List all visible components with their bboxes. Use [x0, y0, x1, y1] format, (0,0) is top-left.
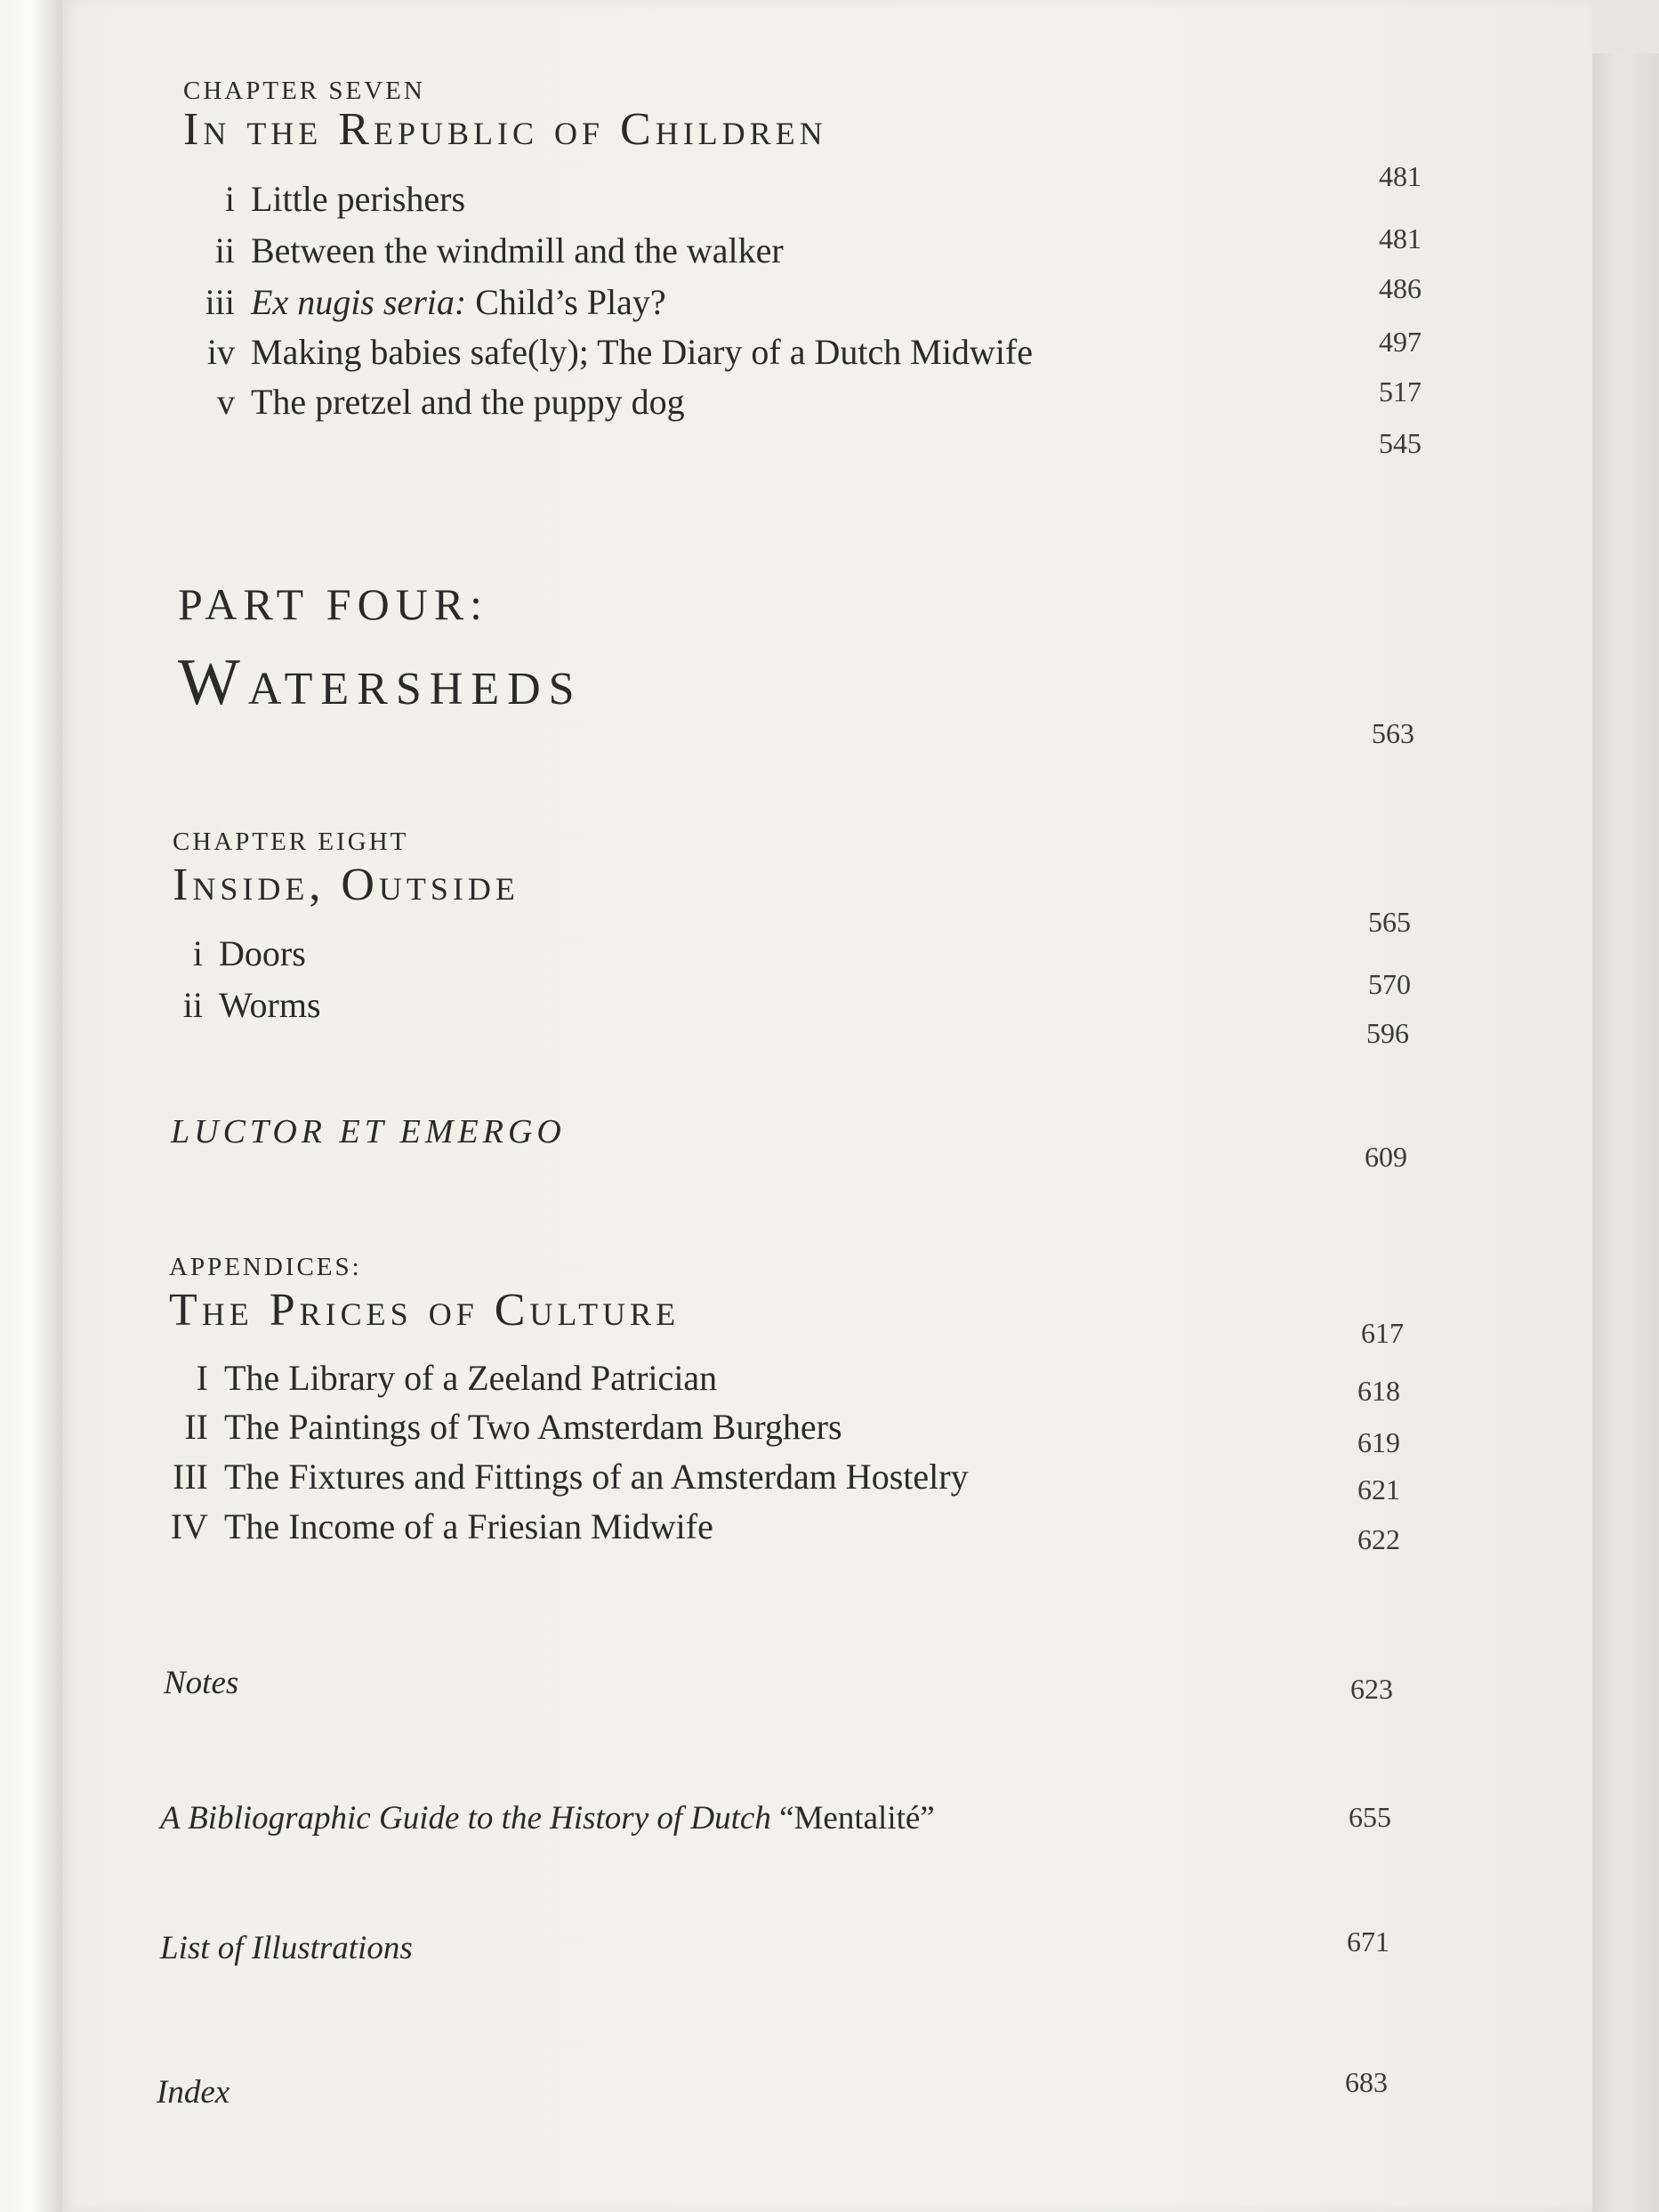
section-page: 486: [1379, 272, 1421, 304]
appendices-page: 617: [1361, 1317, 1404, 1349]
appendix-title: The Fixtures and Fittings of an Amsterdam Hostelry: [224, 1457, 969, 1497]
appendix-number: II: [184, 1407, 208, 1447]
part-four-label: PART FOUR:: [178, 579, 489, 629]
appendix-page: 622: [1357, 1523, 1400, 1555]
toc-entry: [173, 984, 321, 1026]
appendix-page: 619: [1357, 1426, 1400, 1458]
section-number: i: [192, 933, 203, 973]
section-page: 517: [1379, 375, 1421, 408]
toc-entry: [165, 1406, 842, 1448]
section-title: Making babies safe(ly); The Diary of a Dutch Midwife: [251, 332, 1034, 372]
section-title: Child’s Play?: [466, 282, 666, 322]
notes-page: 623: [1350, 1673, 1393, 1705]
section-title: Between the windmill and the walker: [251, 230, 784, 270]
toc-entry: [183, 281, 666, 323]
section-page: 545: [1379, 427, 1421, 459]
appendix-number: I: [196, 1358, 208, 1398]
index-page: 683: [1345, 2066, 1388, 2098]
toc-entry: [165, 1357, 717, 1399]
table-of-contents-page: [62, 0, 1592, 2212]
section-page: 596: [1366, 1017, 1409, 1049]
section-number: i: [224, 179, 235, 219]
section-title-italic: Ex nugis seria:: [251, 282, 467, 322]
section-number: iv: [206, 332, 235, 372]
luctor-et-emergo-title: LUCTOR ET EMERGO: [171, 1113, 566, 1150]
section-number: ii: [214, 230, 235, 270]
bibliographic-guide-title-roman: “Mentalité”: [770, 1800, 935, 1837]
toc-entry: [183, 381, 685, 423]
toc-entry: [183, 178, 465, 220]
section-title: The pretzel and the puppy dog: [251, 382, 685, 422]
appendices-title: The Prices of Culture: [169, 1285, 681, 1336]
section-page: 570: [1368, 968, 1411, 1000]
bibliographic-guide-title: [160, 1799, 935, 1837]
section-page: 497: [1379, 326, 1421, 358]
toc-entry: [183, 331, 1033, 373]
appendix-page: 618: [1357, 1375, 1400, 1407]
list-of-illustrations-title: List of Illustrations: [160, 1930, 413, 1966]
appendix-title: The Income of a Friesian Midwife: [224, 1506, 713, 1546]
chapter-eight-title: Inside, Outside: [173, 860, 519, 910]
appendix-number: III: [173, 1457, 208, 1497]
toc-entry: [173, 932, 306, 974]
section-title: Worms: [219, 985, 321, 1025]
section-title: Little perishers: [251, 179, 466, 219]
toc-entry: [165, 1456, 969, 1498]
bibliographic-guide-page: 655: [1349, 1801, 1391, 1833]
next-page-edge: [1592, 53, 1659, 2212]
bibliographic-guide-title-italic: A Bibliographic Guide to the History of Dutch: [160, 1800, 771, 1837]
book-page-edge: [0, 0, 62, 2212]
luctor-page: 609: [1365, 1141, 1407, 1173]
section-page: 481: [1379, 222, 1421, 254]
part-four-title: Watersheds: [178, 646, 583, 719]
toc-entry: [165, 1506, 713, 1547]
section-number: ii: [182, 985, 203, 1025]
chapter-seven-page: 481: [1379, 160, 1421, 192]
toc-entry: [183, 230, 784, 271]
chapter-eight-page: 565: [1368, 906, 1411, 938]
section-number: iii: [205, 282, 235, 322]
list-of-illustrations-page: 671: [1347, 1925, 1389, 1958]
appendix-title: The Library of a Zeeland Patrician: [224, 1358, 718, 1398]
chapter-eight-label: CHAPTER EIGHT: [173, 827, 409, 856]
chapter-seven-title: In the Republic of Children: [183, 104, 827, 155]
section-number: v: [217, 382, 235, 422]
notes-title: Notes: [164, 1665, 239, 1701]
appendix-page: 621: [1357, 1473, 1400, 1506]
section-title: Doors: [219, 933, 306, 973]
appendix-title: The Paintings of Two Amsterdam Burghers: [224, 1407, 842, 1447]
index-title: Index: [157, 2074, 230, 2111]
appendices-label: APPENDICES:: [169, 1253, 362, 1281]
part-four-page: 563: [1372, 717, 1414, 749]
chapter-seven-label: CHAPTER SEVEN: [183, 77, 425, 105]
appendix-number: IV: [170, 1506, 208, 1546]
